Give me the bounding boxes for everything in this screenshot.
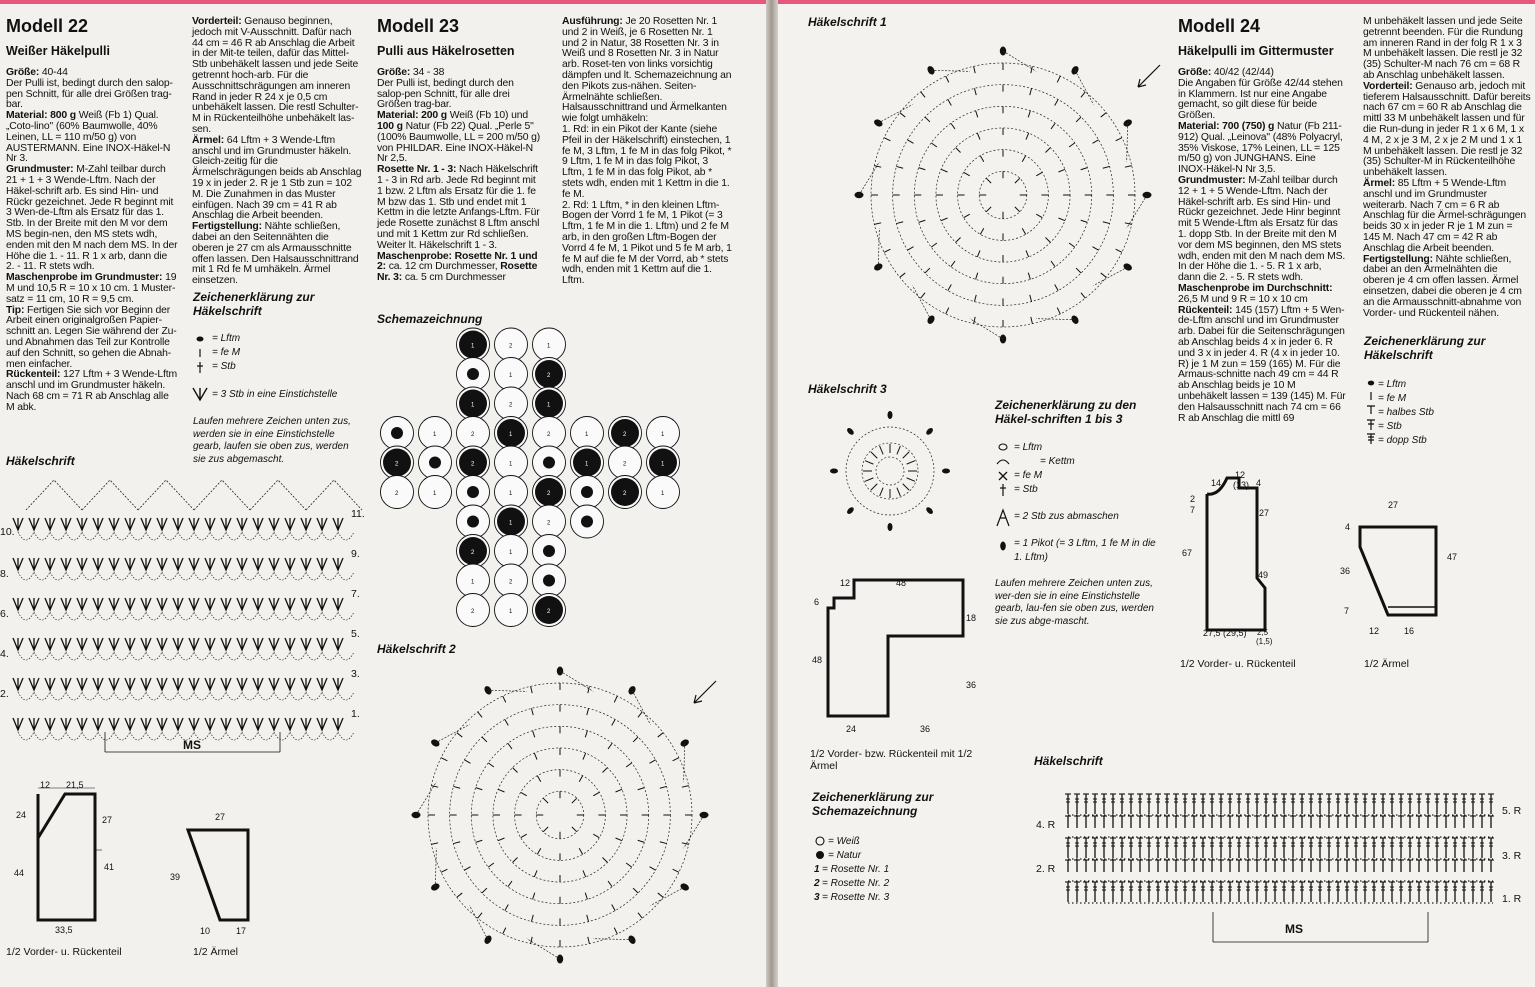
m22-aermel: Ärmel: 64 Lftm + 3 Wende-Lftm anschl und im Grundmuster häkeln. Gleich-zeitig für die Ärmelschrägungen beids ab Anschlag 19 x in jeder 2. R je 1 Stb zun = 102 M. Die Zunahmen in das Muster einfügen. Nach 39 cm = 41 R ab Anschlag die Arbeit beenden. (192, 134, 362, 222)
m24-schema-sleeve (1348, 505, 1468, 635)
svg-text:2: 2 (395, 432, 399, 438)
schema-legend-rosette1: = Rosette Nr. 1 (822, 864, 890, 875)
m23-material: Material: 200 g Weiß (Fb 10) und 100 g Natur (Fb 22) Qual. „Perle 5" (100% Baumwolle, LL = 200 m/50 g) von PHILDAR. Eine INOX-Häkel-N Nr 2,5. (377, 110, 541, 165)
m24-legend-fem: = fe M (1378, 393, 1407, 404)
svg-text:2: 2 (623, 461, 627, 468)
m24-ruecken: Rückenteil: 145 (157) Lftm + 5 Wen-de-Lftm anschl und im Grundmuster arb. Dabei für die Seitenschrägungen ab Anschlag beids 4 x in jeder 6. R und 3 x in jeder 4. R (4 x in jeder 10. R) je 1 M zun = 159 (165) M. Für die Armaus-schnitte nach 49 cm = 44 R ab Anschlag beids je 10 M unbehäkelt lassen = 139 (145) M. Für den Halsausschnitt nach 74 cm = 66 R ab Anschlag die mittl 69 (1178, 304, 1346, 424)
legend13-pikot: = 1 Pikot (= 3 Lftm, 1 fe M in die 1. Lftm) (1014, 538, 1156, 563)
chart1-title: Häkelschrift 1 (808, 15, 887, 29)
svg-text:2: 2 (547, 520, 551, 527)
schema-legend-num-2: 2 (814, 878, 820, 889)
svg-text:2: 2 (547, 461, 551, 468)
m24-front-caption: 1/2 Vorder- u. Rückenteil (1180, 658, 1296, 670)
svg-text:2: 2 (623, 491, 627, 497)
svg-text:2: 2 (471, 520, 475, 527)
svg-text:1: 1 (585, 520, 589, 527)
svg-text:1: 1 (585, 461, 589, 468)
m22-material: Material: 800 g Weiß (Fb 1) Qual. „Coto-lino" (60% Baumwolle, 40% Leinen, LL = 110 m/50 g) von AUSTERMANN. Eine INOX-Häkel-N Nr 3. (6, 110, 171, 165)
legend13-lftm: = Lftm (1014, 442, 1043, 453)
m22-row-10: 10. (0, 526, 15, 538)
legend13-note: Laufen mehrere Zeichen unten zus, wer-den sie in eine Einstichstelle gearb, lau-fen sie oben zus, werden sie zus abge-mascht. (995, 578, 1154, 627)
svg-text:2: 2 (471, 609, 475, 615)
m22-caption-front: 1/2 Vorder- u. Rückenteil (6, 946, 122, 958)
m24-sleeve-36: 36 (1340, 566, 1351, 576)
m23-dim-6: 6 (814, 597, 820, 607)
m23-schema-body (808, 580, 998, 730)
svg-text:1: 1 (509, 461, 513, 468)
m23-schema-title: Schemazeichnung (377, 312, 483, 326)
m24-row-5: 5. R (1502, 805, 1522, 817)
m22-legend-symbols (193, 330, 213, 406)
svg-text:1: 1 (661, 491, 665, 497)
svg-text:2: 2 (395, 491, 399, 497)
modell24-title: Modell 24 (1178, 16, 1261, 36)
m23-dim-48top: 48 (896, 578, 907, 588)
svg-text:2: 2 (471, 373, 475, 379)
m22-sleeve-17: 17 (236, 926, 247, 936)
svg-text:1: 1 (471, 579, 475, 586)
m24-schema-front (1183, 468, 1293, 643)
m23-rd2: 2. Rd: 1 Lftm, * in den kleinen Lftm-Bogen der Vorrd 1 fe M, 1 Pikot (= 3 Lftm, 1 fe M in die 1. Lftm) und 2 fe M arb, in den großen Lftm-Bogen der Vorrd 4 fe M, 1 Pikot und 5 fe M arb, 1 fe M auf die fe M der Vorrd, ab * stets wdh, enden mit 1 Kettm auf die 1. Lftm. (562, 199, 732, 287)
m22-schema-front (10, 780, 120, 930)
legend13-fem: = fe M (1014, 470, 1043, 481)
m24-dim-27: 27 (1259, 508, 1270, 518)
svg-text:2: 2 (547, 550, 551, 556)
m24-dim-4: 4 (1256, 478, 1262, 488)
m24-chart-title: Häkelschrift (1034, 754, 1103, 768)
m24-dim-2: 2 (1190, 494, 1196, 504)
svg-text:1: 1 (585, 491, 589, 497)
m22-sleeve-10: 10 (200, 926, 211, 936)
svg-text:1: 1 (433, 461, 437, 468)
m24-sleeve-16: 16 (1404, 626, 1415, 636)
m23-dim-36side: 36 (966, 680, 977, 690)
schema-legend-num-1: 1 (814, 864, 820, 875)
m22-ms-label: MS (183, 738, 201, 752)
m23-groesse: Größe: 34 - 38 (377, 67, 445, 78)
modell24-col1 (1178, 16, 1346, 424)
m22-legend-item-4: = 3 Stb in eine Einstichstelle (212, 389, 338, 400)
svg-text:1: 1 (509, 432, 513, 438)
m22-grundmuster: Grundmuster: M-Zahl teilbar durch 21 + 1 + 3 Wende-Lftm. Nach der Häkel-schrift arb. Es sind Hin- und Rückr gezeichnet. Jede R beginnt mit 3 Wen-de-Lftm als Ersatz für das 1. Stb. In der Breite mit den M vor dem MS begin-nen, den MS stets wdh, enden mit den M nach dem MS. In der Höhe die 1. - 11. R 1 x arb, dann die 2. - 11. R stets wdh. (6, 164, 178, 273)
svg-text:2: 2 (623, 432, 627, 438)
modell22-col2 (192, 17, 362, 287)
m22-row-8: 8. (0, 568, 9, 580)
schema-legend-rosette2: = Rosette Nr. 2 (822, 878, 890, 889)
svg-text:2: 2 (547, 491, 551, 497)
svg-text:1: 1 (509, 520, 513, 527)
schema-legend-rosette3: = Rosette Nr. 3 (822, 892, 890, 903)
svg-text:2: 2 (471, 461, 475, 468)
svg-text:2: 2 (509, 343, 513, 350)
m24-sleeve-caption: 1/2 Ärmel (1364, 658, 1409, 670)
m22-dim-27: 27 (102, 815, 113, 825)
svg-text:1: 1 (547, 402, 551, 409)
m22-sleeve-27: 27 (215, 812, 226, 822)
m24-dim-67: 67 (1182, 548, 1193, 558)
m23-rd1: 1. Rd: in ein Pikot der Kante (siehe Pfeil in der Häkelschrift) einstechen, 1 fe M, 3 Lftm, 1 fe M in das folg Pikot, * 9 Lftm, 1 fe M in das folg Pikot, 3 Lftm, 1 fe M in das folg Pikot, ab * stets wdh, enden mit 1 Kettm in die 1. fe M. (562, 123, 732, 200)
svg-text:1: 1 (547, 579, 551, 586)
m24-intro: Die Angaben für Größe 42/44 stehen in Klammern. Ist nur eine Angabe gemacht, so gilt diese für beide Größen. (1178, 77, 1343, 122)
svg-text:2: 2 (471, 550, 475, 556)
pink-top-bar-right (778, 0, 1535, 4)
modell22-title: Modell 22 (6, 16, 89, 36)
m24-aermel: Ärmel: 85 Lftm + 5 Wende-Lftm anschl und im Grundmuster weiterarb. Nach 7 cm = 6 R ab Anschlag für die Ärmel-schrägungen beids 30 x in jeder R je 1 M zun = 145 M. Nach 47 cm = 42 R ab Anschlag die Arbeit beenden. (1363, 177, 1526, 254)
svg-text:1: 1 (433, 432, 437, 438)
m22-row-7: 7. (351, 588, 360, 600)
legend13-stb: = Stb (1014, 484, 1038, 495)
m22-dim-41: 41 (104, 862, 115, 872)
m24-material: Material: 700 (750) g Natur (Fb 211-912) Qual. „Leinova" (48% Polyacryl, 35% Viskose, 17% Leinen, LL = 125 m/50 g) von JUNGHANS. Eine INOX-Häkel-N Nr 3,5. (1178, 120, 1343, 176)
m24-row-1: 1. R (1502, 893, 1522, 905)
m22-dim-44: 44 (14, 868, 25, 878)
m24-sleeve-4: 4 (1345, 522, 1351, 532)
m24-sleeve-47: 47 (1447, 552, 1458, 562)
m24-legend-symbols (1365, 376, 1379, 446)
pink-top-bar (0, 0, 768, 4)
svg-text:2: 2 (395, 461, 399, 468)
legend13-2stb: = 2 Stb zus abmaschen (1014, 511, 1119, 522)
svg-text:2: 2 (547, 432, 551, 438)
m24-sleeve-12: 12 (1369, 626, 1380, 636)
m22-dim-33-5: 33,5 (55, 925, 73, 935)
m22-legend-item-1: = Lftm (212, 333, 241, 344)
svg-text:1: 1 (433, 491, 437, 497)
chart3-title: Häkelschrift 3 (808, 382, 887, 396)
m22-legend-note: Laufen mehrere Zeichen unten zus, werden sie in eine Einstichstelle gearb, laufen sie oben zus, werden sie zus abgemascht. (193, 416, 351, 465)
modell22-col1 (6, 16, 178, 414)
svg-text:2: 2 (471, 491, 475, 497)
schema-legend-weiss: = Weiß (828, 836, 860, 847)
m22-chart-title: Häkelschrift (6, 454, 75, 468)
m23-dim-36bottom: 36 (920, 724, 931, 734)
haekelschrift-1 (838, 25, 1168, 365)
m22-dim-24: 24 (16, 810, 27, 820)
m24-dim-27-5: 27,5 (29,5) (1203, 628, 1247, 638)
svg-text:2: 2 (547, 373, 551, 379)
svg-text:2: 2 (509, 579, 513, 586)
haekelschrift-3 (820, 405, 960, 540)
svg-text:1: 1 (509, 550, 513, 556)
m24-col2-cont: M unbehäkelt lassen und jede Seite getrennt beenden. Für die Rundung am inneren Rand in der folg R 1 x 3 M unbehäkelt lassen. Die restl je 32 (35) Schulter-M nach 76 cm = 68 R ab Anschlag unbehäkelt lassen. (1363, 16, 1523, 81)
modell23-col2 (562, 17, 732, 287)
svg-text:1: 1 (509, 491, 513, 497)
svg-text:1: 1 (547, 343, 551, 350)
m23-dim-24: 24 (846, 724, 857, 734)
m24-dim-7: 7 (1190, 505, 1196, 515)
svg-text:2: 2 (509, 402, 513, 409)
modell24-subtitle: Häkelpulli im Gittermuster (1178, 44, 1334, 58)
m22-intro: Der Pulli ist, bedingt durch den salop-pen Schnitt, für alle drei Größen trag-bar. (6, 77, 173, 111)
m22-groesse: Größe: 40-44 (6, 67, 68, 78)
m22-rueckenteil: Rückenteil: 127 Lftm + 3 Wende-Lftm anschl und im Grundmuster häkeln. Nach 68 cm = 71 R ab Anschlag alle M abk. (6, 369, 178, 413)
svg-text:2: 2 (547, 609, 551, 615)
modell23-col1 (377, 16, 543, 284)
m23-haekelschrift-2 (380, 645, 740, 985)
m24-legend-halbstb: = halbes Stb (1378, 407, 1434, 418)
svg-text:1: 1 (509, 609, 513, 615)
svg-text:1: 1 (661, 432, 665, 438)
m24-groesse: Größe: 40/42 (42/44) (1178, 67, 1274, 78)
m22-row-11: 11. (351, 508, 365, 520)
svg-text:1: 1 (661, 461, 665, 468)
schema-legend-title: Zeichenerklärung zur Schemazeichnung (812, 790, 934, 818)
m24-dim-14: 14 (1211, 478, 1222, 488)
m22-sleeve-39: 39 (170, 872, 181, 882)
m22-maschenprobe: Maschenprobe im Grundmuster: 19 M und 10,5 R = 10 x 10 cm. 1 Muster-satz = 11 cm, 10 R = 9,5 cm. (6, 272, 177, 305)
right-page (778, 0, 1535, 987)
m22-row-1: 1. (351, 708, 360, 720)
m22-caption-sleeve: 1/2 Ärmel (193, 946, 238, 958)
m24-dim-49: 49 (1258, 570, 1269, 580)
m24-vorder: Vorderteil: Genauso arb, jedoch mit tieferem Halsausschnitt. Dafür bereits nach 67 cm = 60 R ab Anschlag die mittl 33 M unbehäkelt lassen und für die Run-dung in jeder R 1 x 6 M, 1 x 4 M, 2 x je 3 M, 2 x je 2 M und 1 x 1 M unbehäkelt lassen. Die restl je 32 (35) Schulter-M in Rückenteilhöhe unbehäkelt lassen. (1363, 80, 1531, 179)
m22-row-6: 6. (0, 608, 9, 620)
m22-legend-item-3: = Stb (212, 361, 236, 372)
schema-legend-num-3: 3 (814, 892, 820, 903)
svg-text:1: 1 (471, 402, 475, 409)
m23-probe: Maschenprobe: Rosette Nr. 1 und 2: ca. 12 cm Durchmesser, Rosette Nr. 3: ca. 5 cm Durchmesser (377, 250, 538, 284)
m24-dim-1-5: (1,5) (1256, 637, 1273, 646)
m24-sleeve-7: 7 (1344, 606, 1350, 616)
modell24-col2 (1363, 17, 1531, 319)
m22-dim-21-5: 21,5 (66, 780, 84, 790)
m23-schema-caption: 1/2 Vorder- bzw. Rückenteil mit 1/2 Ärmel (810, 748, 973, 772)
svg-text:1: 1 (471, 343, 475, 350)
schema-legend-natur: = Natur (828, 850, 862, 861)
m22-row-5: 5. (351, 628, 360, 640)
m24-fertig: Fertigstellung: Nähte schließen, dabei an den Ärmelnähten die oberen je 4 cm offen lassen. Ärmel einsetzen, dabei die oberen je 4 cm an die Armausschnitt-abnahme von Vorder- und Rückenteil nähen. (1363, 253, 1522, 319)
m24-probe: Maschenprobe im Durchschnitt: 26,5 M und 9 R = 10 x 10 cm (1178, 282, 1333, 305)
modell23-subtitle: Pulli aus Häkelrosetten (377, 44, 515, 58)
m24-ms-label: MS (1285, 922, 1303, 936)
m22-schema-sleeve (180, 810, 280, 930)
m23-dim-48side: 48 (812, 655, 823, 665)
m24-dim-12: 12 (1235, 470, 1246, 480)
m24-legend-doppstb: = dopp Stb (1378, 435, 1427, 446)
m23-rosette: Rosette Nr. 1 - 3: Nach Häkelschrift 1 - 3 in Rd arb. Jede Rd beginnt mit 1 bzw. 2 Lftm als Ersatz für die 1. fe M bzw das 1. Stb und endet mit 1 Kettm in die letzte Anfangs-Lftm. Für jede Rosette zunächst 8 Lftm anschl und mit 1 Kettm zur Rd schließen. Weiter lt. Häkelschrift 1 - 3. (377, 164, 540, 251)
m24-row-3: 3. R (1502, 850, 1522, 862)
m24-row-4: 4. R (1036, 819, 1056, 831)
svg-text:1: 1 (509, 373, 513, 379)
svg-text:2: 2 (471, 432, 475, 438)
m22-row-4: 4. (0, 648, 9, 660)
svg-text:1: 1 (585, 432, 589, 438)
m22-dim-12: 12 (40, 780, 51, 790)
m24-dim-13: (13) (1233, 480, 1250, 490)
m24-legend-stb: = Stb (1378, 421, 1402, 432)
m24-grundmuster: Grundmuster: M-Zahl teilbar durch 12 + 1 + 5 Wende-Lftm. Nach der Häkel-schrift arb. Es sind Hin- und Rückr gezeichnet. Jede Hinr beginnt mit 5 Wende-Lftm als Ersatz für das 1. dopp Stb. In der Breite mit den M vor dem MS beginnen, den MS stets wdh, enden mit den M nach dem MS. In der Höhe die 1. - 5. R 1 x arb, dann die 2. - 5. R stets wdh. (1178, 174, 1346, 284)
m24-legend-title: Zeichenerklärung zur Häkelschrift (1364, 334, 1486, 362)
modell23-title: Modell 23 (377, 16, 460, 36)
m22-fertig: Fertigstellung: Nähte schließen, dabei an den Seitennähten die oberen je 27 cm als Armausschnitte offen lassen. Den Halsausschnittrand mit 1 Rd fe M umhäkeln. Ärmel einsetzen. (192, 221, 359, 287)
m23-rosette-schema (375, 312, 745, 642)
m24-legend-lftm: = Lftm (1378, 379, 1407, 390)
m22-row-9: 9. (351, 548, 360, 560)
m22-vorderteil: Vorderteil: Genauso beginnen, jedoch mit V-Ausschnitt. Dafür nach 44 cm = 46 R ab Anschlag die Arbeit in der Mit-te teilen, dafür das Mittel-Stb unbehäkelt lassen und jede Seite getrennt hoch-arb. Für die Ausschnittschrägungen am inneren Rand in jeder R 24 x je 0,5 cm unbehäkelt lassen. Die restl Schulter-M in Rückenteilhöhe unbehäkelt las-sen. (192, 16, 359, 135)
m23-chart2-title: Häkelschrift 2 (377, 642, 456, 656)
m22-crochet-chart (0, 470, 368, 760)
m22-row-2: 2. (0, 688, 9, 700)
m24-sleeve-27: 27 (1388, 500, 1399, 510)
legend13-title: Zeichenerklärung zu den Häkel-schriften 1 bis 3 (995, 398, 1137, 426)
m22-legend-item-2: = fe M (212, 347, 241, 358)
m24-row-2: 2. R (1036, 863, 1056, 875)
m23-dim-12: 12 (840, 578, 851, 588)
m23-ausfuehrung: Ausführung: Je 20 Rosetten Nr. 1 und 2 in Weiß, je 6 Rosetten Nr. 1 und 2 in Natur, 38 Rosetten Nr. 3 in Weiß und 8 Rosetten Nr. 3 in Natur arb. Roset-ten von links vorsichtig dämpfen und lt. Schemazeichnung an den Pikots zus-nähen. Seiten-Ärmelnähte schließen. Halsausschnittrand und Ärmelkanten wie folgt umhäkeln: (562, 16, 732, 125)
m23-intro: Der Pulli ist, bedingt durch den salop-pen Schnitt, für alle drei Größen trag-bar. (377, 77, 514, 111)
legend13-kettm: = Kettm (1040, 456, 1075, 467)
m22-tip: Tip: Fertigen Sie sich vor Beginn der Arbeit einen originalgroßen Papier-schnitt an. Legen Sie während der Zu- und Abnahmen das Teil zur Kontrolle auf den Schnitt, so gehen die Abnah-men einfacher. (6, 304, 177, 370)
m22-legend-title: Zeichenerklärung zur Häkelschrift (193, 290, 315, 318)
m24-dim-2-5: 2,5 (1257, 628, 1269, 637)
m23-dim-18: 18 (966, 613, 977, 623)
modell22-subtitle: Weißer Häkelpulli (6, 44, 110, 58)
m22-row-3: 3. (351, 668, 360, 680)
